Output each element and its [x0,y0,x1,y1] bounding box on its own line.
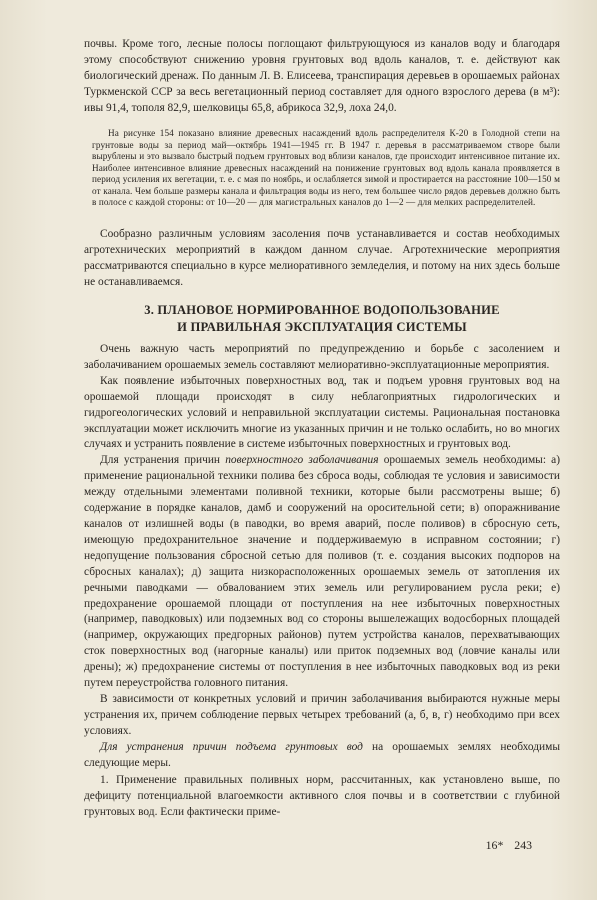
section-heading-line-1: 3. ПЛАНОВОЕ НОРМИРОВАННОЕ ВОДОПОЛЬЗОВАНИЕ [144,303,500,317]
note-paragraph: На рисунке 154 показано влияние древесных насаждений вдоль распределителя К-20 в Голодной степи на грунтовые воды за период май—октябрь 1941—1945 гг. В 1947 г. деревья в рассматриваемом створе были вырублены и это вызвало быстрый подъем грунтовых вод вблизи каналов, где происходит интенсивное питание их. Наиболее интенсивное влияние древесных насаждений на понижение грунтовых вод вдоль канала проявляется в период усиления их вегетации, т. е. с мая по ноябрь, и ослабляется зимой и простирается на расстояние 100—150 м от канала. Чем больше размеры канала и фильтрация воды из него, тем большее число рядов деревьев должно быть в полосе с каждой стороны: от 10—20 — для магистральных каналов до 1—2 — для мелких распределителей. [92,128,560,207]
paragraph-irrigation-norms: 1. Применение правильных поливных норм, рассчитанных, как установлено выше, по дефициту потенциальной влагоемкости активного слоя почвы и в соответствии с глубиной грунтовых вод. Если фактически приме- [84,774,560,819]
paragraph-measures-choice: В зависимости от конкретных условий и причин заболачивания выбираются нужные меры устранения их, причем соблюдение первых четырех требований (а, б, в, г) необходимо при всех условиях. [84,692,560,737]
body-text-agrotech [84,227,560,291]
body-text-section [84,342,560,821]
p7-rest: на орошаемых землях необходимы следующие меры. [84,740,560,769]
paragraph-groundwater-rise [84,740,560,772]
page-footer [84,838,532,853]
signature-mark: 16* [485,838,504,852]
p5-lead: Для устранения причин [100,454,221,467]
paragraph-importance: Очень важную часть мероприятий по предупреждению и борьбе с засолением и заболачиванием орошаемых земель составляют мелиоративно-эксплуатационные мероприятия. [84,343,560,371]
section-heading-line-2: И ПРАВИЛЬНАЯ ЭКСПЛУАТАЦИЯ СИСТЕМЫ [177,319,467,334]
body-text-top [84,37,560,117]
p5-italic: поверхностного заболачивания [225,454,379,467]
section-heading [84,302,560,335]
page-number: 243 [514,838,532,852]
paragraph-causes: Как появление избыточных поверхностных вод, так и подъем уровня грунтовых вод на орошаемой площади происходят в силу неблагоприятных гидрологических и гидрогеологических условий и неправильной эксплуатации системы. Рациональная постановка эксплуатации может исключить многие из указанных причин и не только ослабить, но во многих случаях и устранить появление в системе избыточных поверхностных и грунтовых вод. [84,374,560,451]
paragraph-transpiration: почвы. Кроме того, лесные полосы поглощают фильтрующуюся из каналов воду и благодаря этому способствуют снижению уровня грунтовых вод вдоль каналов, т. е. действуют как биологический дренаж. По данным Л. В. Елисеева, транспирация деревьев в орошаемых районах Туркменской ССР за весь вегетационный период составляет для одного взрослого дерева (в м³): ивы 91,4, тополя 82,9, шелковицы 65,8, абрикоса 32,9, лоха 24,0. [84,38,560,114]
p5-rest: орошаемых земель необходимы: а) применение рациональной техники полива без сброса воды, соблюдая те условия и зависимости между отдельными элементами поливной техники, которые были рассмотрены выше; б) содержание в порядке каналов, дамб и сооружений на оросительной сети; в) опоражнивание каналов от излишней воды (в паводки, во время аварий, после поливов) в сбросную сеть, имеющую предохранительное значение и поддерживаемую в исправном состоянии; г) недопущение пользования сбросной сетью для поливов (т. е. создания высоких подпоров на сбросных каналах); д) защита низкорасположенных орошаемых земель от затопления их речными паводками — обвалованием этих земель или регулированием русла реки; е) предохранение орошаемой площади от поступления на нее избыточных поверхностных (например, паводковых) или подземных вод со стороны вышележащих водосборных площадей (например, окружающих предгорных районов) путем устройства каналов, перехватывающих сток поверхностных вод (нагорные каналы) или приток подземных вод (ловчие каналы или дрены); ж) предохранение системы от поступления в нее избыточных паводковых вод из реки путем переустройства головного питания. [84,454,560,690]
paragraph-surface-waterlogging [84,453,560,692]
small-print-note [92,128,560,209]
paragraph-agrotechnical: Сообразно различным условиям засоления почв устанавливается и состав необходимых агротехнических мероприятий в каждом данном случае. Агротехнические мероприятия рассматриваются специально в курсе мелиоративного земледелия, и потому на них здесь больше не останавливаемся. [84,228,560,288]
p7-italic: Для устранения причин подъема грунтовых вод [100,740,363,753]
